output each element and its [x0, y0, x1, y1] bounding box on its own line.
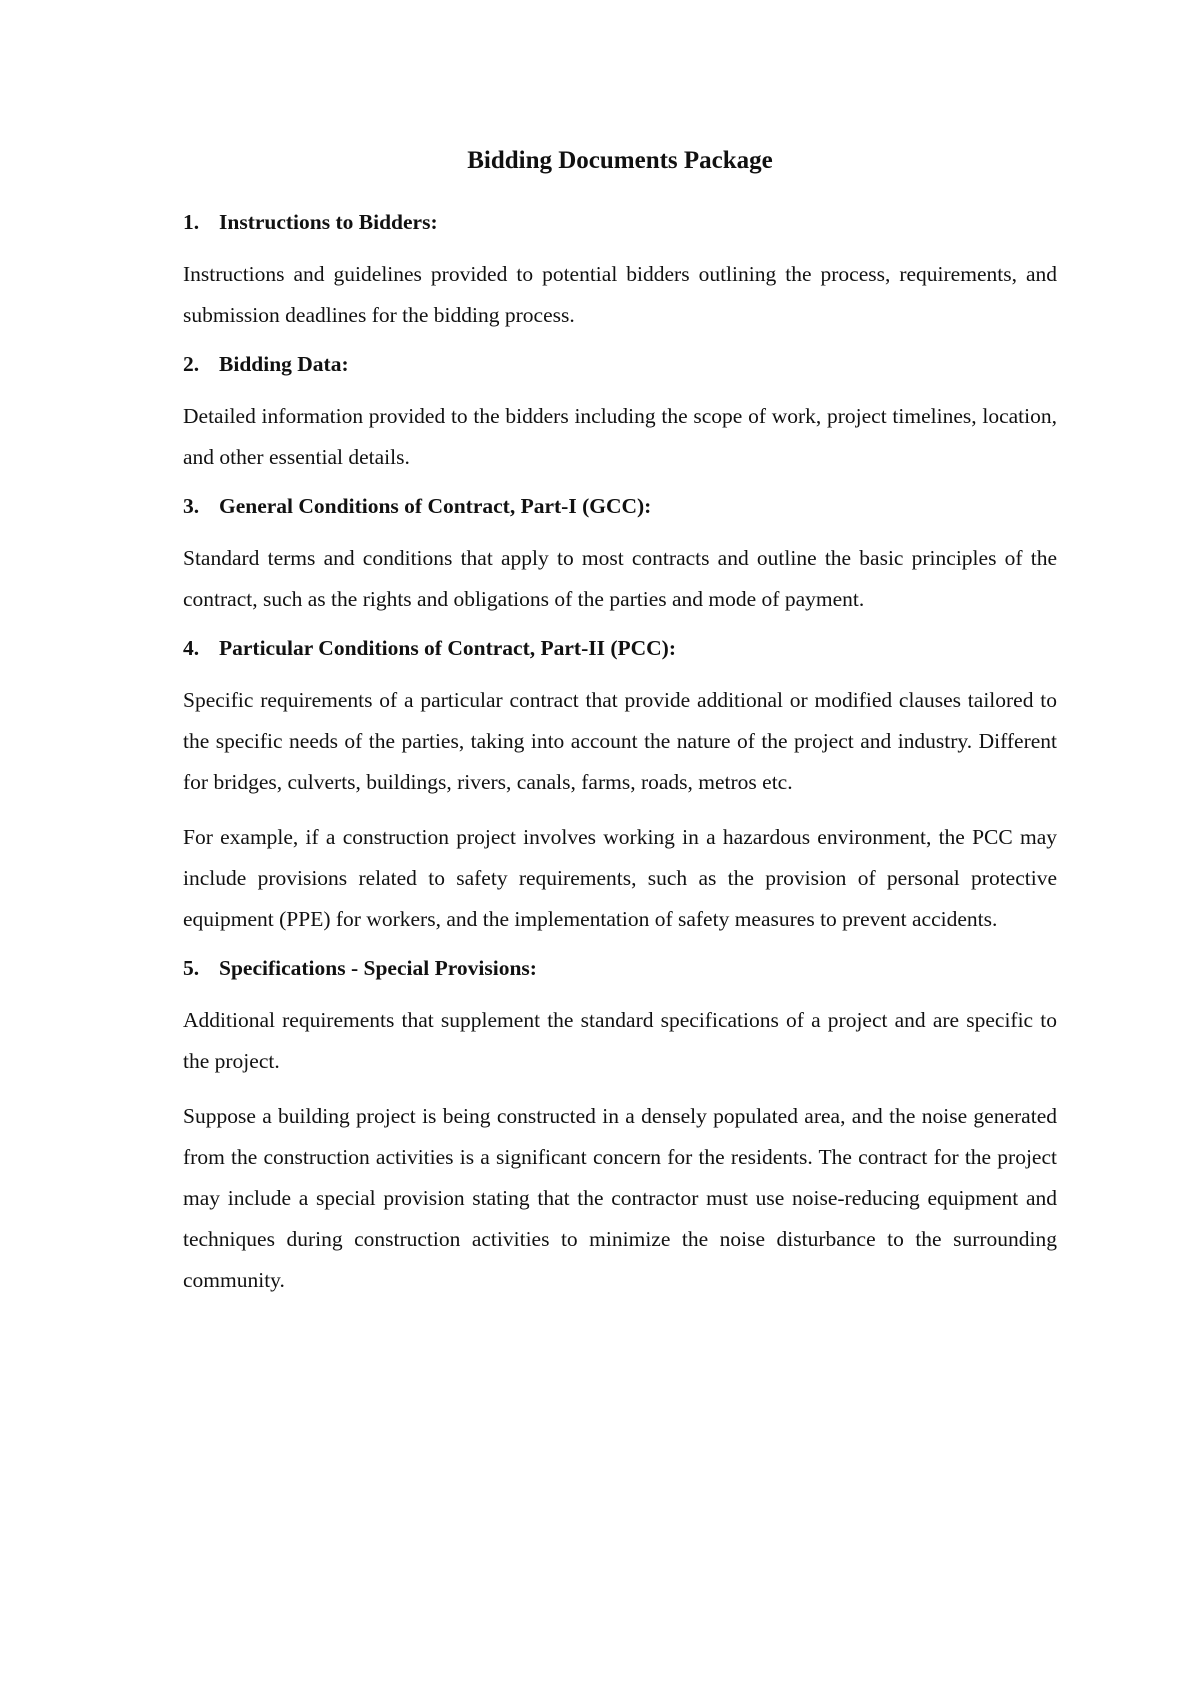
- section-number: 4.: [183, 636, 200, 660]
- section-heading-bidding-data: [183, 350, 1057, 378]
- paragraph: Instructions and guidelines provided to potential bidders outlining the process, requirements, and submission deadlines for the bidding process.: [183, 262, 1057, 327]
- section-number: 1.: [183, 210, 200, 234]
- section-title: Particular Conditions of Contract, Part-II (PCC):: [219, 636, 677, 660]
- document-body: [183, 140, 1057, 1315]
- paragraph: Standard terms and conditions that apply to most contracts and outline the basic principles of the contract, such as the rights and obligations of the parties and mode of payment.: [183, 546, 1057, 611]
- section-heading-gcc: [183, 492, 1057, 520]
- section-title: Specifications - Special Provisions:: [219, 956, 537, 980]
- section-heading-pcc: [183, 634, 1057, 662]
- paragraph: For example, if a construction project involves working in a hazardous environment, the PCC may include provisions related to safety requirements, such as the provision of personal protective equipment (PPE) for workers, and the implementation of safety measures to prevent accidents.: [183, 825, 1057, 931]
- section-title: Instructions to Bidders:: [219, 210, 438, 234]
- paragraph: Suppose a building project is being constructed in a densely populated area, and the noise generated from the construction activities is a significant concern for the residents. The contract for the project may include a special provision stating that the contractor must use noise-reducing equipment and techniques during construction activities to minimize the noise disturbance to the surrounding community.: [183, 1104, 1057, 1292]
- section-title: Bidding Data:: [219, 352, 349, 376]
- paragraph: Specific requirements of a particular contract that provide additional or modified clauses tailored to the specific needs of the parties, taking into account the nature of the project and industry. Different for bridges, culverts, buildings, rivers, canals, farms, roads, metros etc.: [183, 688, 1057, 794]
- paragraph: Additional requirements that supplement the standard specifications of a project and are specific to the project.: [183, 1008, 1057, 1073]
- section-number: 3.: [183, 494, 200, 518]
- section-number: 5.: [183, 956, 200, 980]
- paragraph: Detailed information provided to the bidders including the scope of work, project timelines, location, and other essential details.: [183, 404, 1057, 469]
- section-heading-instructions-to-bidders: [183, 208, 1057, 236]
- section-title: General Conditions of Contract, Part-I (GCC):: [219, 494, 652, 518]
- document-title: Bidding Documents Package: [467, 147, 773, 174]
- section-number: 2.: [183, 352, 200, 376]
- section-heading-special-provisions: [183, 954, 1057, 982]
